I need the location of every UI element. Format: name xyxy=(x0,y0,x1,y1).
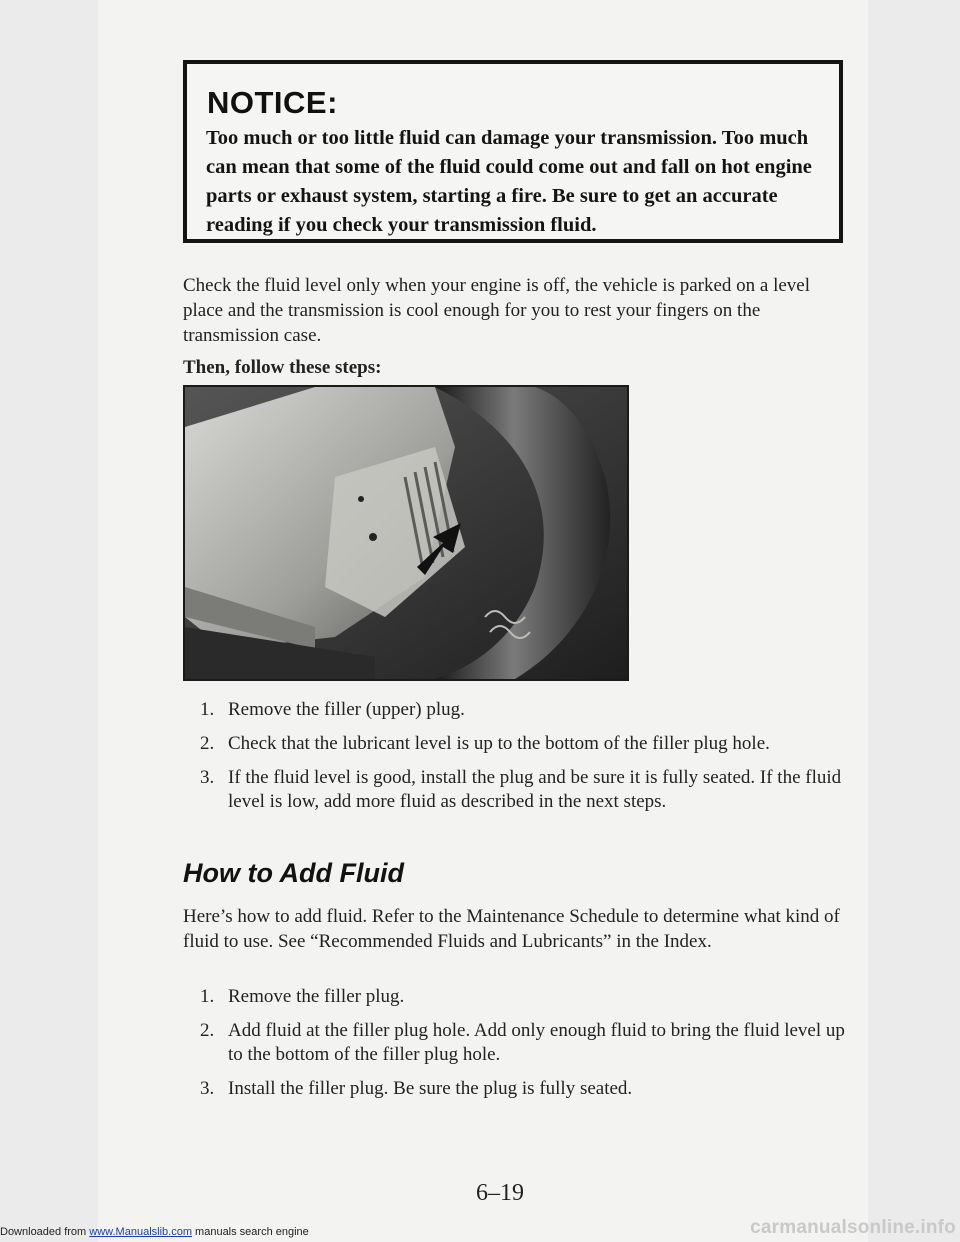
page-number: 6–19 xyxy=(476,1180,524,1206)
check-step-3 xyxy=(186,766,850,814)
notice-box xyxy=(183,60,843,243)
check-step-2 xyxy=(186,732,850,756)
step-text: If the fluid level is good, install the plug and be sure it is fully seated. If the fluid level is low, add more fluid as described in the next steps. xyxy=(228,767,842,812)
step-number: 2. xyxy=(200,733,215,754)
step-number: 3. xyxy=(200,767,215,788)
add-step-3 xyxy=(186,1077,850,1101)
step-number: 3. xyxy=(200,1078,215,1099)
check-steps-list xyxy=(186,698,850,824)
step-text: Check that the lubricant level is up to the bottom of the filler plug hole. xyxy=(228,733,770,754)
step-number: 2. xyxy=(200,1020,215,1041)
step-text: Remove the filler plug. xyxy=(228,986,405,1007)
step-text: Remove the filler (upper) plug. xyxy=(228,699,465,720)
footer-suffix: manuals search engine xyxy=(195,1226,309,1238)
add-fluid-paragraph: Here’s how to add fluid. Refer to the Maintenance Schedule to determine what kind of fluid to use. See “Recommended Fluids and Lubricants” in the Index. xyxy=(183,906,840,952)
notice-text: Too much or too little fluid can damage your transmission. Too much can mean that some of the fluid could come out and fall on hot engine parts or exhaust system, starting a fire. Be sure to get an accurate reading if you check your transmission fluid. xyxy=(206,127,812,236)
manualslib-link[interactable]: www.Manualslib.com xyxy=(89,1226,192,1238)
download-footer xyxy=(0,1226,309,1238)
step-text: Install the filler plug. Be sure the plug is fully seated. xyxy=(228,1078,633,1099)
step-number: 1. xyxy=(200,699,215,720)
steps-lead: Then, follow these steps: xyxy=(183,357,382,378)
step-text: Add fluid at the filler plug hole. Add only enough fluid to bring the fluid level up to the bottom of the filler plug hole. xyxy=(228,1020,845,1065)
add-fluid-heading: How to Add Fluid xyxy=(183,858,404,888)
watermark-text: carmanualsonline.info xyxy=(750,1217,956,1238)
check-step-1 xyxy=(186,698,850,722)
add-step-1 xyxy=(186,985,850,1009)
add-step-2 xyxy=(186,1019,850,1067)
notice-heading: NOTICE: xyxy=(207,85,338,120)
footer-prefix: Downloaded from xyxy=(0,1226,87,1238)
step-number: 1. xyxy=(200,986,215,1007)
transmission-photo xyxy=(183,385,629,681)
intro-paragraph: Check the fluid level only when your engine is off, the vehicle is parked on a level place and the transmission is cool enough for you to rest your fingers on the transmission case. xyxy=(183,275,810,346)
add-fluid-steps-list xyxy=(186,985,850,1111)
